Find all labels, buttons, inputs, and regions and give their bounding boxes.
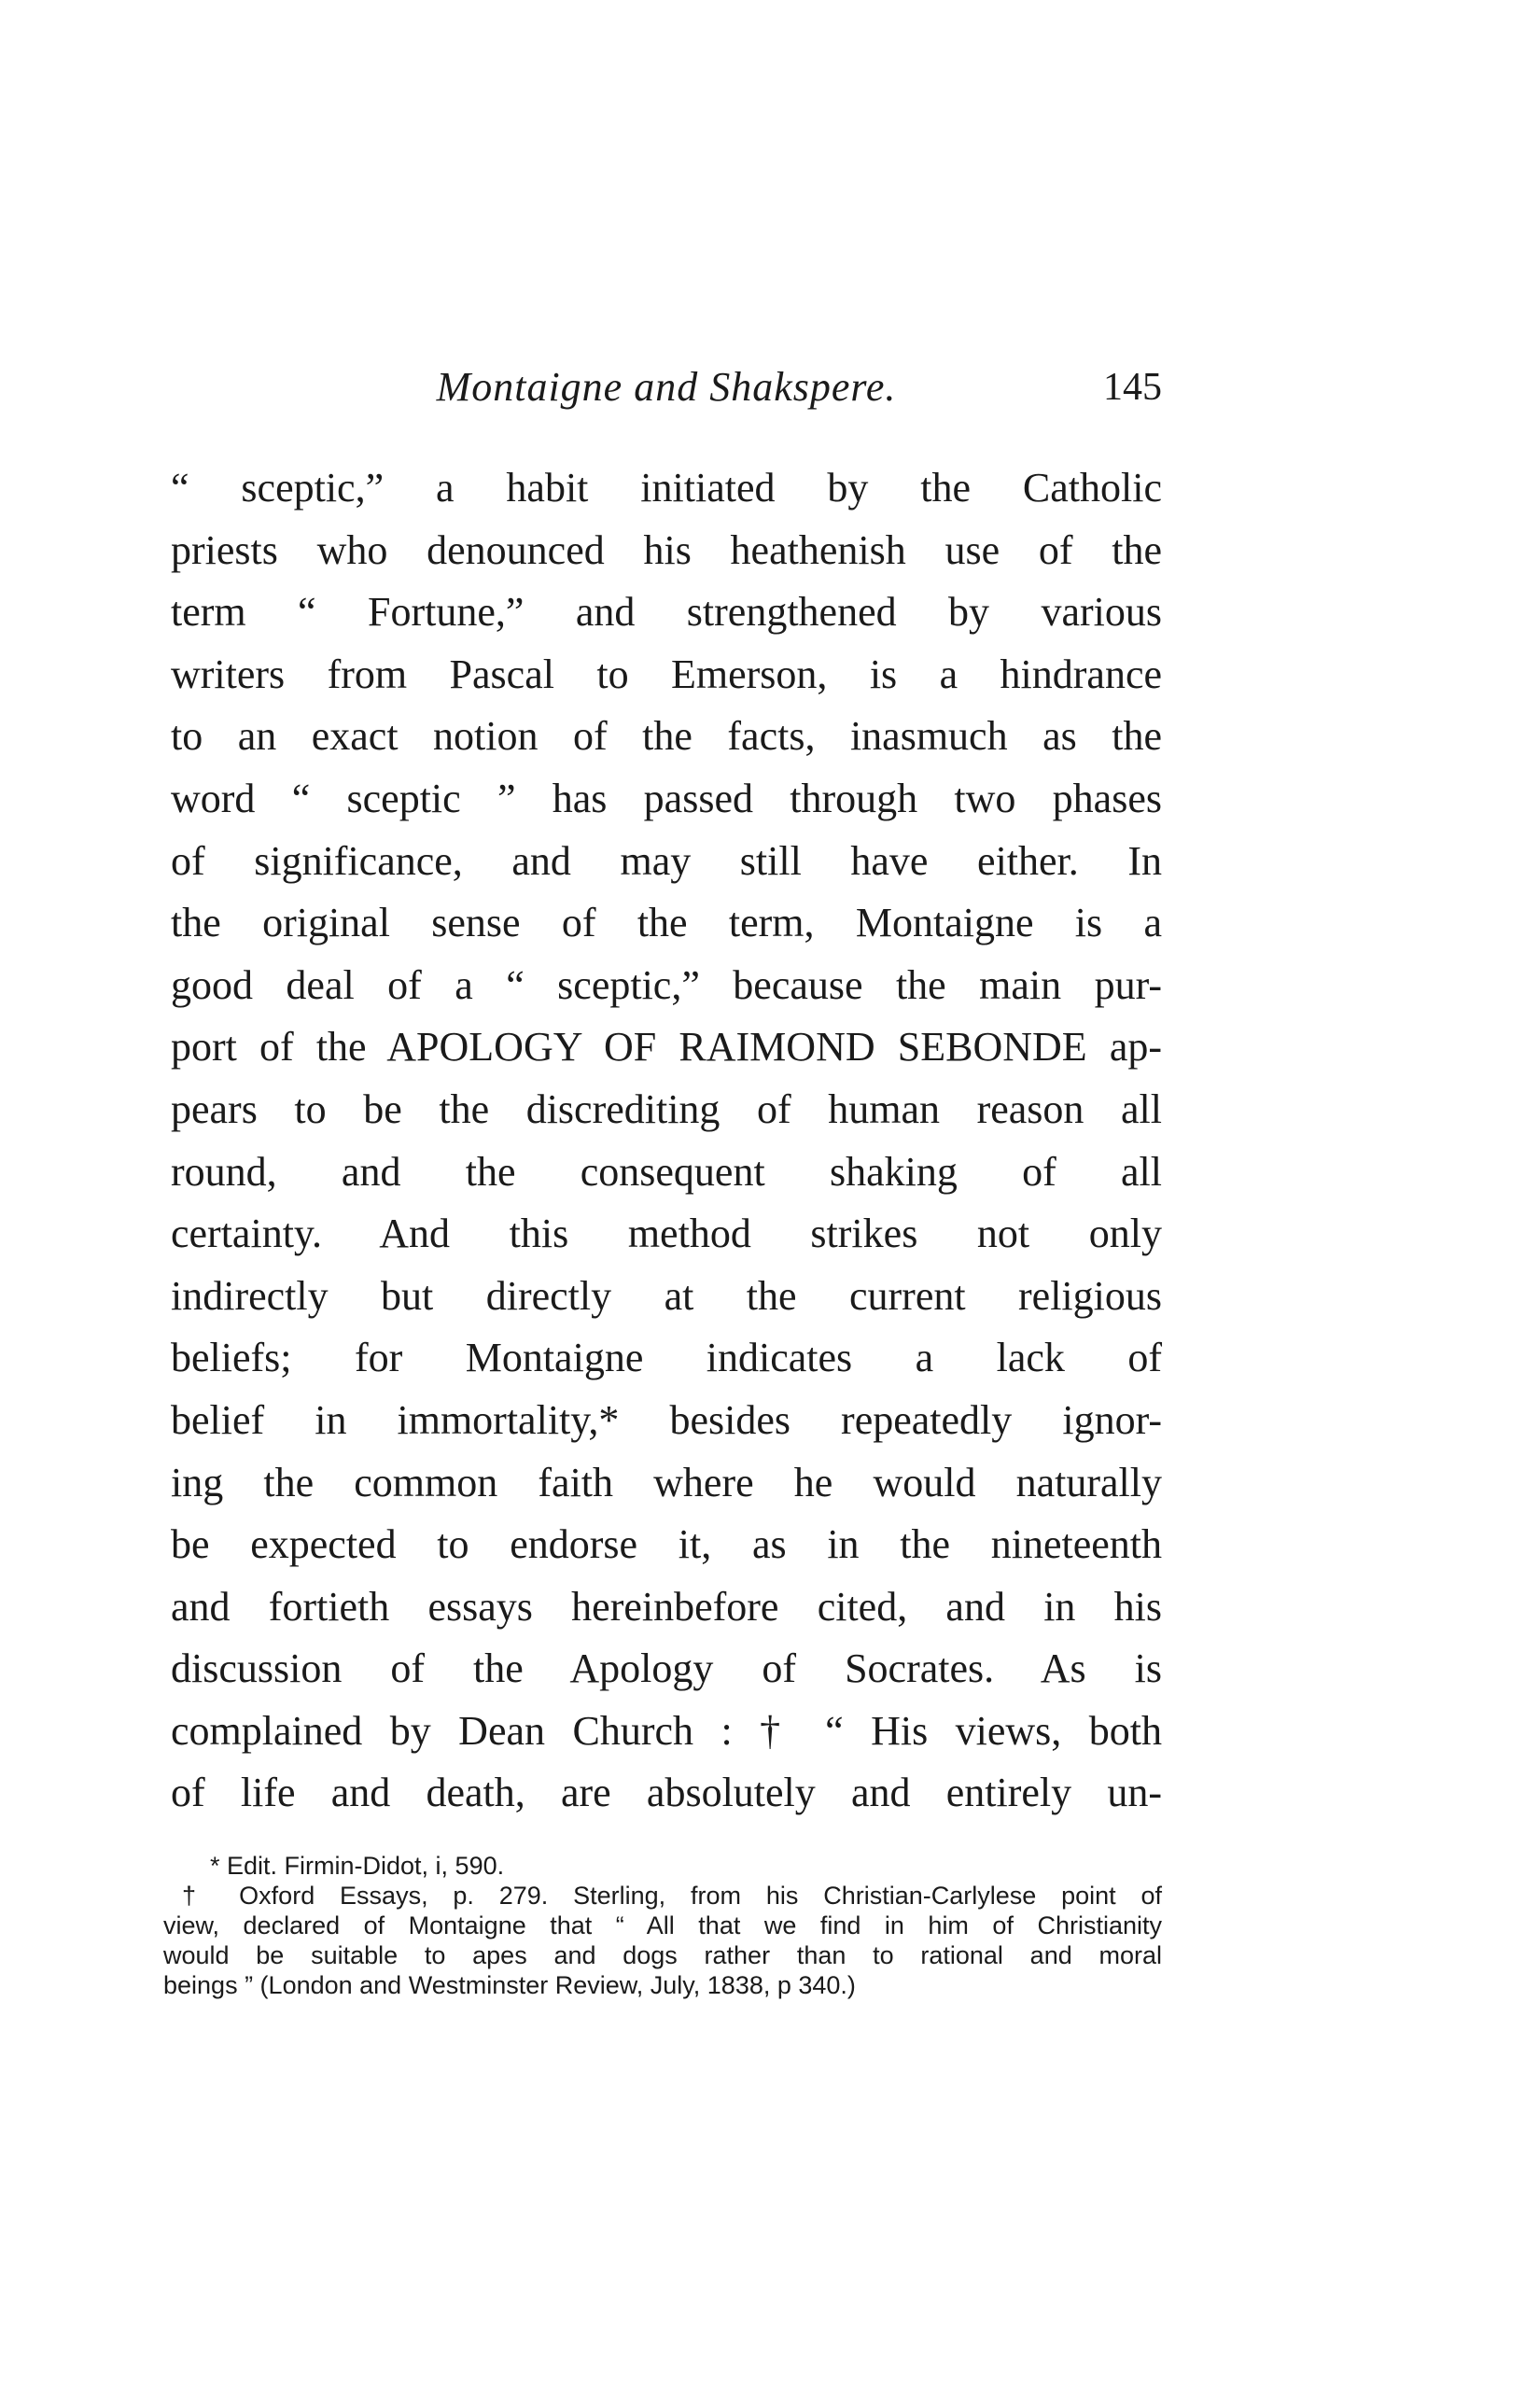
text-line: writers from Pascal to Emerson, is a hindrance — [171, 651, 1162, 697]
text-line: port of the APOLOGY OF RAIMOND SEBONDE ap- — [171, 1024, 1162, 1071]
body-text — [171, 457, 1162, 1825]
footnote-line: would be suitable to apes and dogs rather than to rational and moral — [163, 1941, 1162, 1969]
footnote-line: † Oxford Essays, p. 279. Sterling, from his Christian-Carlylese point of — [182, 1882, 1162, 1910]
text-line: and fortieth essays hereinbefore cited, and in his — [171, 1583, 1162, 1630]
text-line: belief in immortality,* besides repeatedly ignor- — [171, 1396, 1162, 1443]
text-line: to an exact notion of the facts, inasmuch as the — [171, 713, 1162, 760]
running-head — [171, 359, 1162, 415]
text-line: good deal of a “ sceptic,” because the main pur- — [171, 961, 1162, 1008]
text-line: ing the common faith where he would naturally — [171, 1459, 1162, 1505]
text-line: of significance, and may still have either. In — [171, 837, 1162, 884]
text-line: “ sceptic,” a habit initiated by the Catholic — [171, 465, 1162, 511]
text-line: priests who denounced his heathenish use of the — [171, 526, 1162, 573]
text-line: certainty. And this method strikes not only — [171, 1211, 1162, 1257]
footnote-line: beings ” (London and Westminster Review, July, 1838, p 340.) — [163, 1971, 856, 1999]
text-line: the original sense of the term, Montaigne is a — [171, 900, 1162, 946]
footnote-line: * Edit. Firmin-Didot, i, 590. — [210, 1852, 505, 1880]
text-line: word “ sceptic ” has passed through two phases — [171, 775, 1162, 821]
running-title: Montaigne and Shakspere. — [436, 364, 897, 410]
text-line: be expected to endorse it, as in the nineteenth — [171, 1521, 1162, 1568]
text-line: complained by Dean Church : † “ His views, both — [171, 1707, 1162, 1754]
text-line: beliefs; for Montaigne indicates a lack of — [171, 1335, 1162, 1381]
text-line: round, and the consequent shaking of all — [171, 1148, 1162, 1195]
text-line: indirectly but directly at the current religious — [171, 1272, 1162, 1319]
text-line: pears to be the discrediting of human reason all — [171, 1085, 1162, 1132]
footnote-line: view, declared of Montaigne that “ All that we find in him of Christianity — [163, 1911, 1162, 1939]
text-line: term “ Fortune,” and strengthened by various — [171, 589, 1162, 636]
text-line: discussion of the Apology of Socrates. As is — [171, 1645, 1162, 1692]
text-line: of life and death, are absolutely and entirely un- — [171, 1770, 1162, 1816]
footnotes — [163, 1851, 1162, 2000]
page-number: 145 — [1103, 366, 1162, 409]
